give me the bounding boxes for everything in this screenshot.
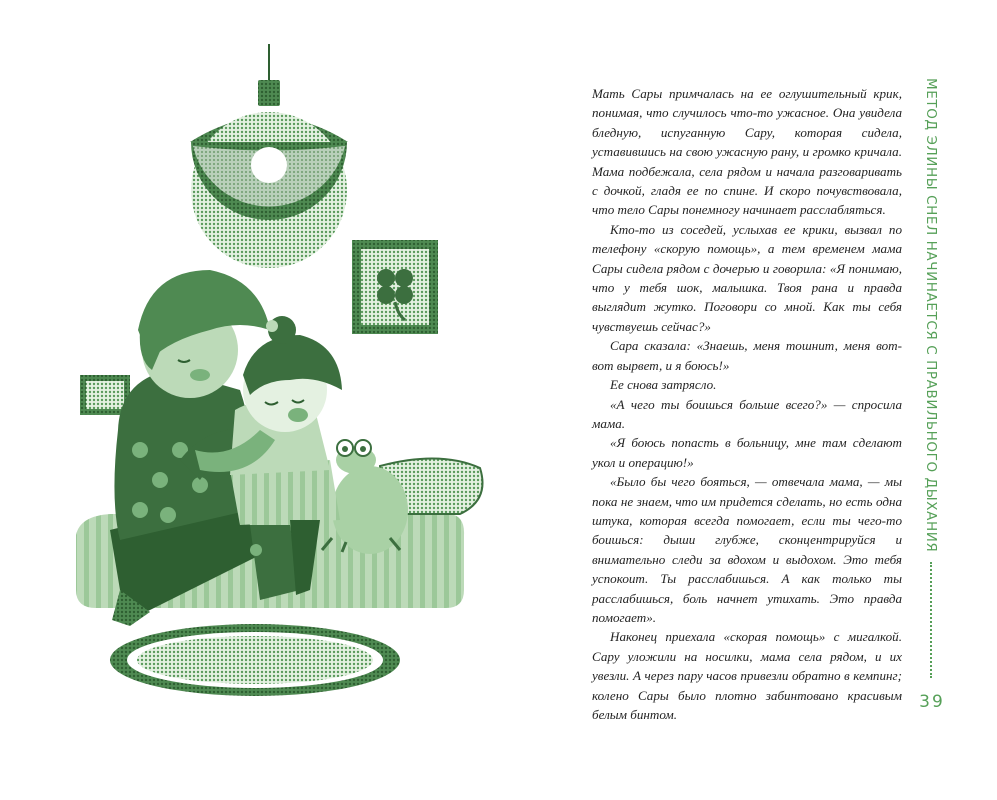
- body-text: [592, 84, 902, 724]
- lamp: [190, 44, 348, 268]
- paragraph: «А чего ты боишься больше всего?» — спросила мама.: [592, 396, 902, 431]
- picture-frame-flower: [352, 240, 438, 334]
- running-head: [918, 78, 944, 678]
- running-head-rule: [930, 562, 932, 678]
- page-number: 39: [919, 692, 945, 712]
- paragraph: Ее снова затрясло.: [610, 377, 717, 393]
- paragraph: Наконец приехала «скорая помощь» с мигалкой. Сару уложили на носилки, мама села рядом, и их увезли. А через пару часов привезли обратно в кемпинг; колено Сары было плотно забинтовано красивым белым бинтом.: [592, 629, 902, 722]
- paragraph: Мать Сары примчалась на ее оглушительный крик, понимая, что случилось что-то ужасное. Она увидела бледную, испуганную Сару, которая сидела, уставившись на свою ужасную рану, и громко кричала. Мама подбежала, села рядом и начала разговаривать с дочкой, гладя ее по спине. И скоро почувствовала, что тело Сары понемногу начинает расслабляться.: [592, 86, 902, 218]
- paragraph: «Я боюсь попасть в больницу, мне там сделают укол и операцию!»: [592, 435, 902, 470]
- illustration: [60, 30, 500, 710]
- rug: [110, 624, 400, 696]
- paragraph: Кто-то из соседей, услыхав ее крики, вызвал по телефону «скорую помощь», а тем временем мама Сары сидела рядом с дочерью и говорила: «Я понимаю, что у тебя шок, малышка. Твоя рана и правда выглядит жутко. Поговори со мной. Как ты себя чувствуешь сейчас?»: [592, 221, 902, 334]
- running-head-text: МЕТОД ЭЛИНЫ СНЕЛ НАЧИНАЕТСЯ С ПРАВИЛЬНОГО ДЫХАНИЯ: [923, 78, 939, 553]
- paragraph: «Было бы чего бояться, — отвечала мама, — мы пока не знаем, что им придется сделать, но есть одна штука, которая всегда помогает, если ты чего-то боишься: дыши глубже, сконцентрируйся и внимательно следи за вдохом и выдохом. Это тебя успокоит. Ты расслабишься. А как только ты расслабишься, боль начнет утихать. Это правда помогает».: [592, 474, 902, 625]
- paragraph: Сара сказала: «Знаешь, меня тошнит, меня вот-вот вырвет, и я боюсь!»: [592, 338, 902, 373]
